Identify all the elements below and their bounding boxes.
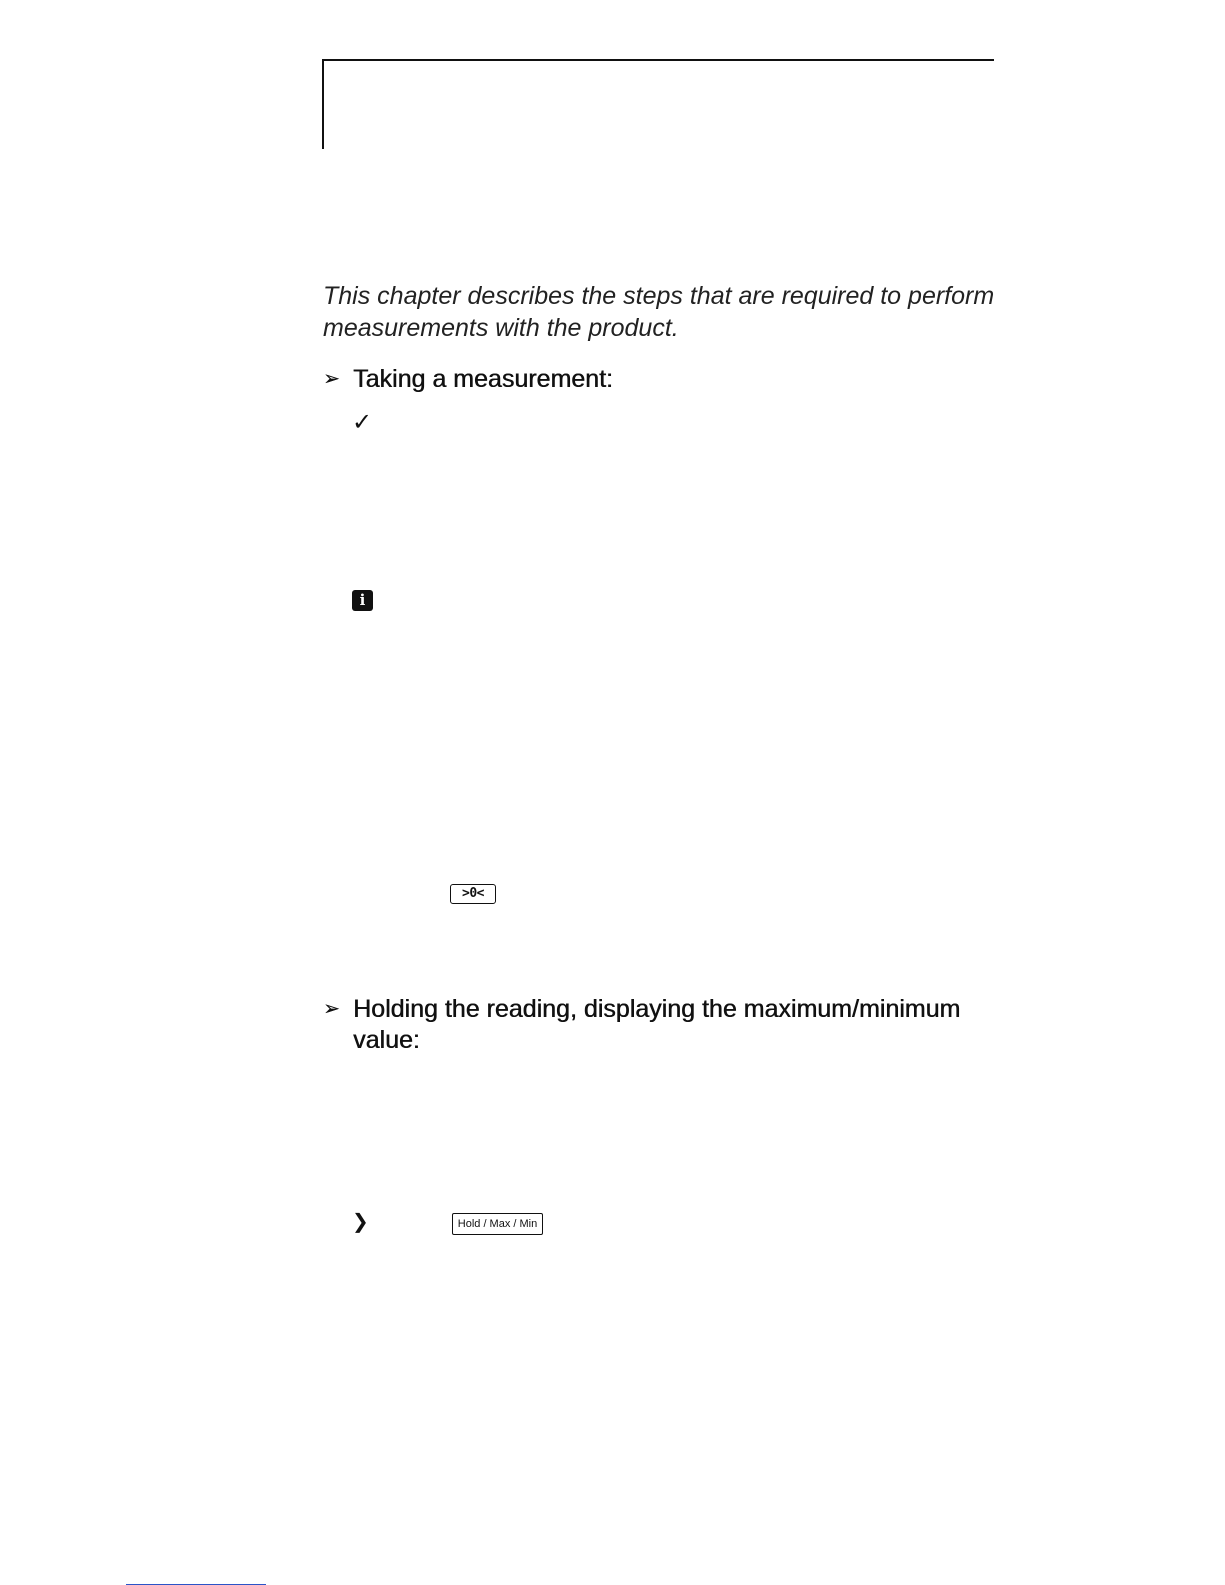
arrow-icon: ➢ — [323, 368, 340, 390]
section-heading-text: Taking a measurement: — [353, 365, 613, 393]
zero-key-symbol: >0< — [450, 884, 496, 904]
chevron-right-icon: ❯ — [352, 1211, 369, 1233]
check-icon: ✓ — [352, 409, 373, 436]
hold-max-min-key-symbol: Hold / Max / Min — [452, 1213, 543, 1235]
info-icon: i — [352, 590, 373, 611]
section-heading-taking-measurement — [323, 364, 963, 395]
chapter-frame-left-rule — [322, 59, 324, 149]
section-heading-hold-max-min — [323, 994, 983, 1056]
chapter-frame-top-rule — [322, 59, 994, 61]
chapter-intro: This chapter describes the steps that are required to perform measurements with the product. — [323, 282, 995, 342]
section-heading-text: Holding the reading, displaying the maximum/minimum value: — [353, 995, 961, 1054]
arrow-icon: ➢ — [323, 998, 340, 1020]
